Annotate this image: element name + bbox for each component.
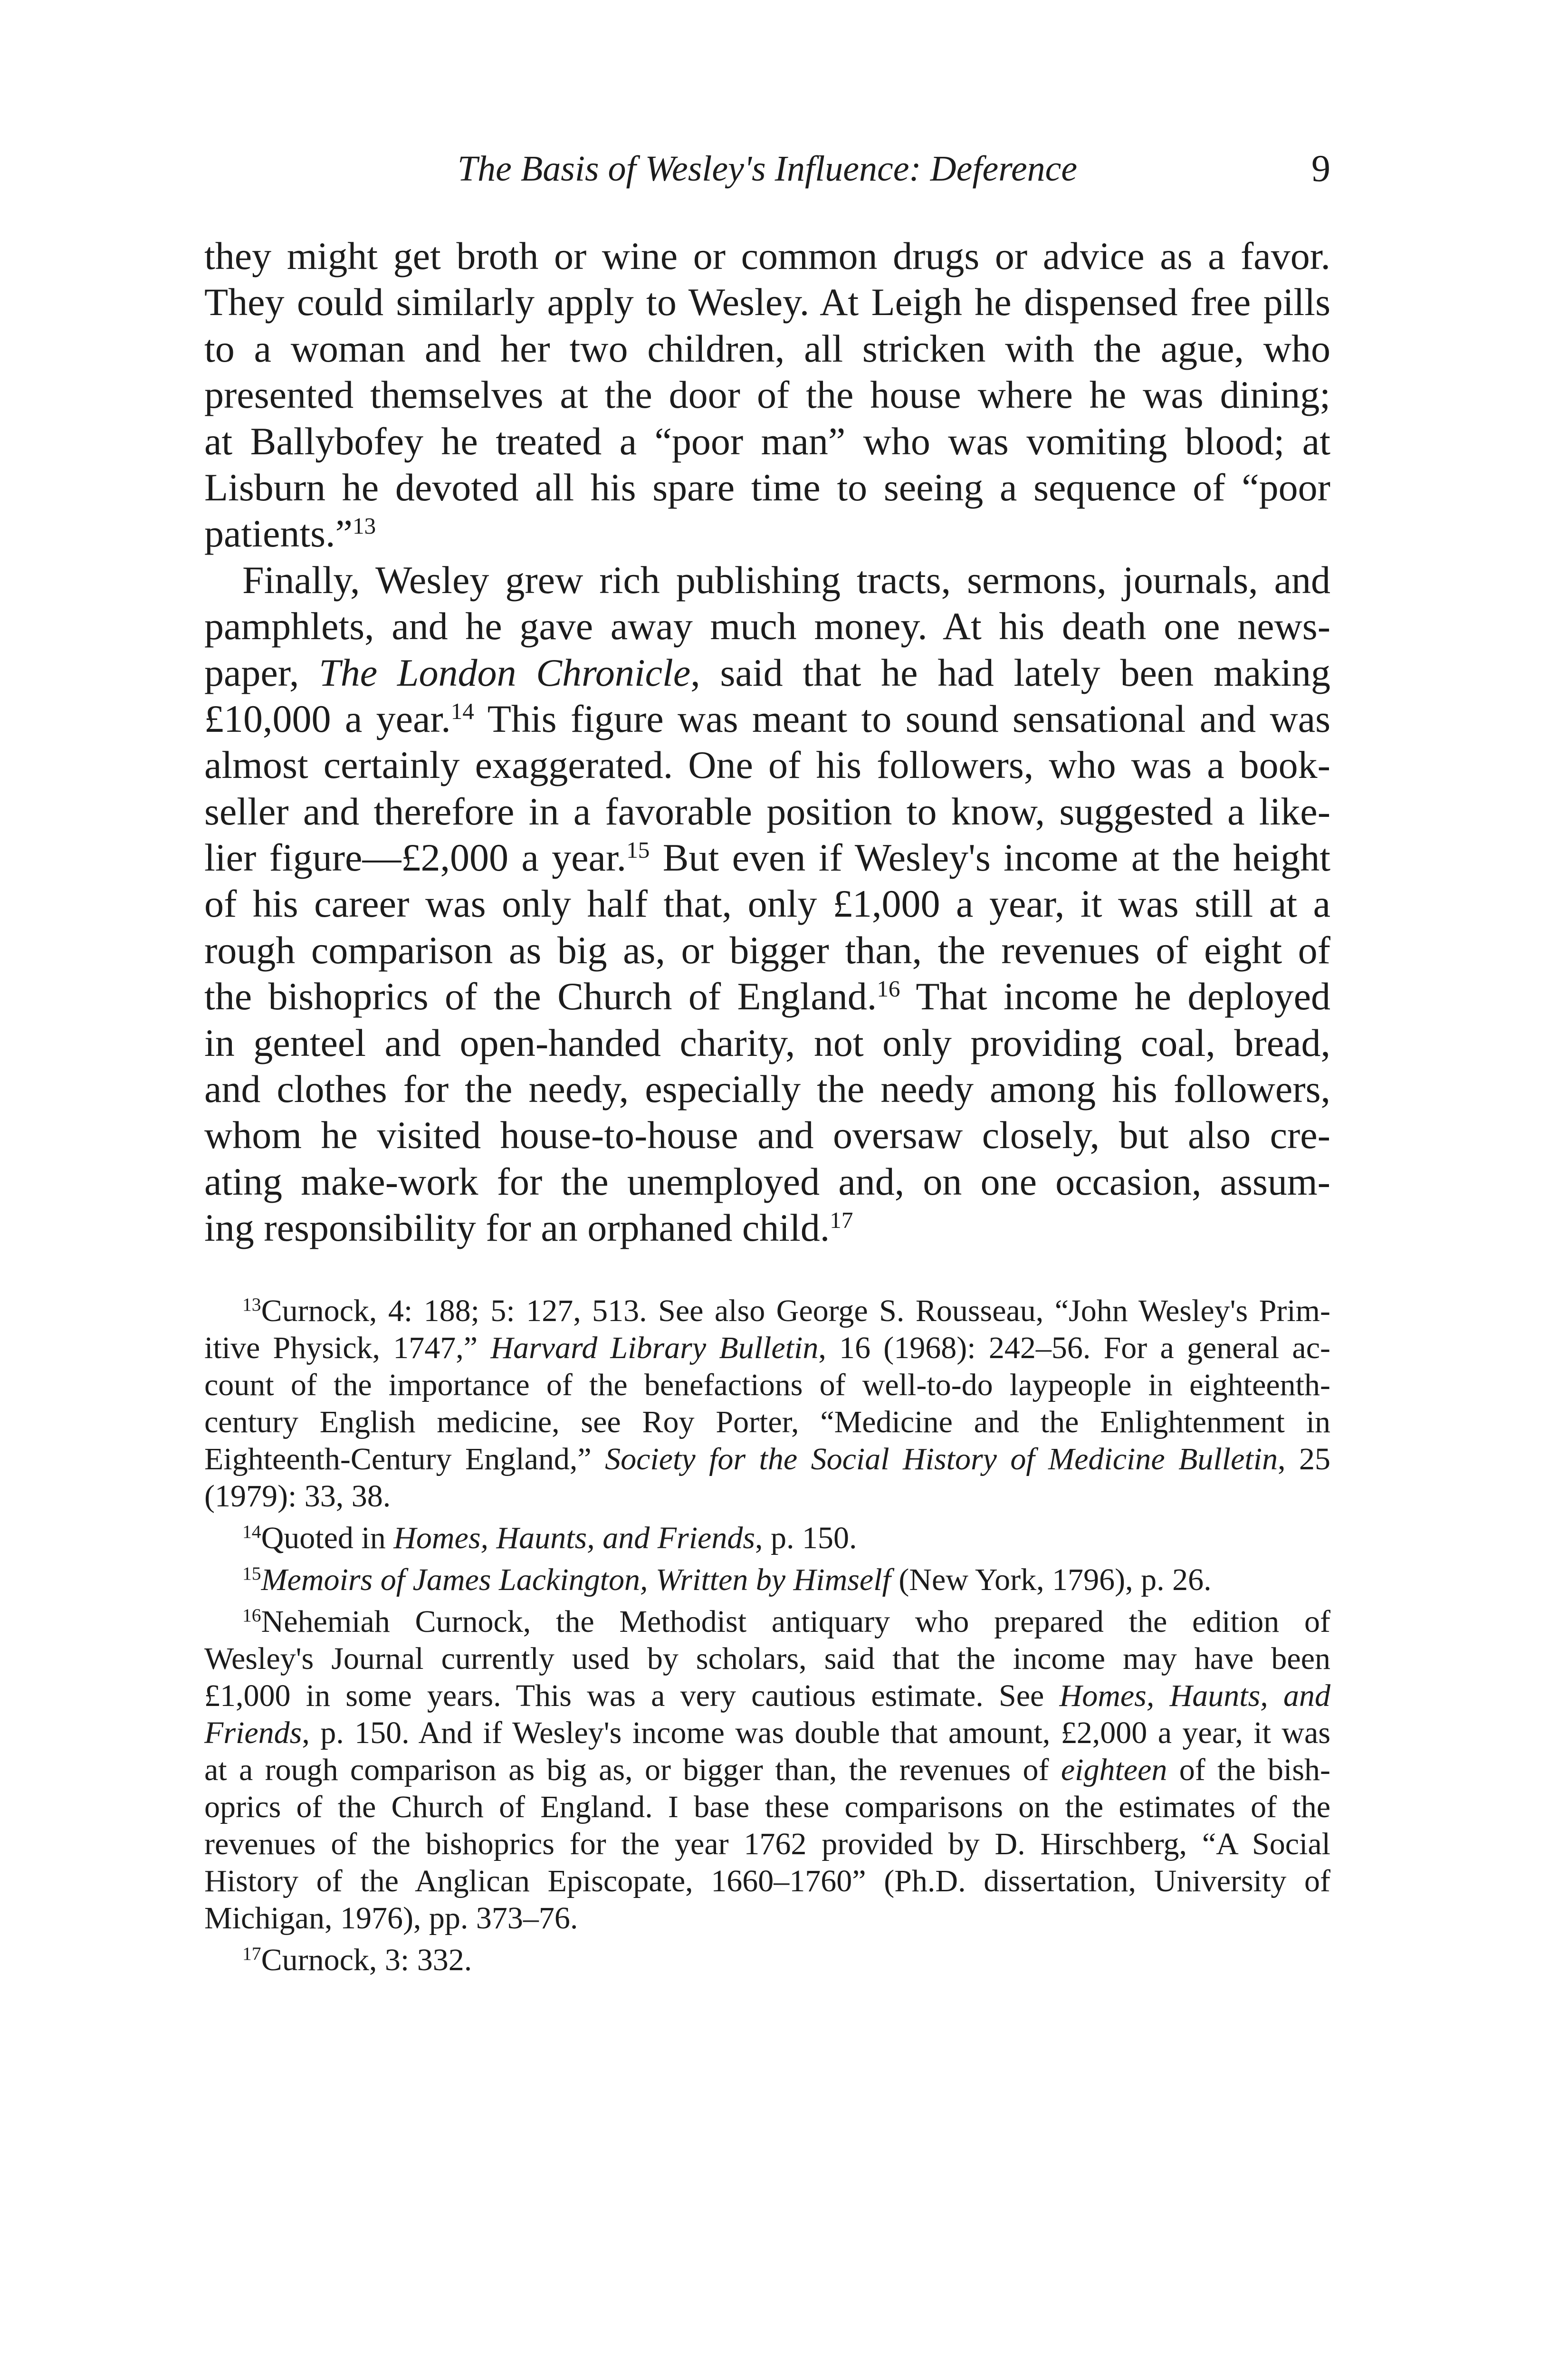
running-head-title: The Basis of Wesley's Influence: Deference <box>457 149 1078 189</box>
footnote-line: £1,000 in some years. This was a very cautious estimate. See Homes, Haunts, and <box>204 1678 1330 1713</box>
footnote-ref: 15 <box>626 837 650 863</box>
body-line: whom he visited house-to-house and oversaw closely, but also cre- <box>204 1113 1330 1157</box>
journal-title: Society for the Social History of Medicine Bulletin <box>605 1442 1278 1476</box>
newspaper-title: The London Chronicle <box>319 651 691 694</box>
footnote-ref: 17 <box>830 1207 853 1234</box>
footnote-line: oprics of the Church of England. I base these comparisons on the estimates of the <box>204 1790 1330 1824</box>
footnote-15: $^{15}$Memoirs of James Lackington, Written by Himself (New York, 1796), p. 26. <box>242 1562 1212 1597</box>
footnote-mark: 15 <box>242 1563 261 1584</box>
body-line: lier figure—£2,000 a year.$^{15}$ But even if Wesley's income at the height <box>204 836 1330 880</box>
page-number: 9 <box>1311 148 1330 190</box>
paragraph-start: Finally, Wesley grew rich publishing tracts, sermons, journals, and <box>242 558 1330 602</box>
footnote-mark: 16 <box>242 1605 261 1626</box>
footnote-14: $^{14}$Quoted in Homes, Haunts, and Friends, p. 150. <box>242 1521 857 1555</box>
body-line: Lisburn he devoted all his spare time to seeing a sequence of “poor <box>204 465 1330 509</box>
body-line: ing responsibility for an orphaned child.$^{17}$ <box>204 1206 853 1250</box>
book-title: Memoirs of James Lackington, Written by Himself <box>261 1562 891 1597</box>
book-title: Homes, Haunts, and <box>1059 1678 1330 1713</box>
footnote-line: itive Physick, 1747,” Harvard Library Bulletin, 16 (1968): 242–56. For a general ac- <box>204 1331 1331 1365</box>
body-line: pamphlets, and he gave away much money. At his death one news- <box>204 604 1330 648</box>
footnote-line: count of the importance of the benefactions of well-to-do laypeople in eighteenth- <box>204 1368 1330 1402</box>
footnote-mark: 17 <box>242 1943 261 1964</box>
footnote-mark: 14 <box>242 1521 261 1542</box>
body-line: seller and therefore in a favorable position to know, suggested a like- <box>204 789 1330 833</box>
body-line: ating make-work for the unemployed and, on one occasion, assum- <box>204 1159 1330 1203</box>
footnote-ref: 14 <box>450 698 474 724</box>
footnote-line: at a rough comparison as big as, or bigger than, the revenues of eighteen of the bish- <box>204 1753 1331 1787</box>
body-line: rough comparison as big as, or bigger than, the revenues of eight of <box>204 928 1330 972</box>
body-line: the bishoprics of the Church of England.$^{16}$ That income he deployed <box>204 975 1330 1018</box>
book-title: Homes, Haunts, and Friends <box>393 1521 755 1555</box>
body-line: paper, The London Chronicle, said that he had lately been making <box>204 651 1330 694</box>
footnotes <box>204 1293 1330 1979</box>
body-line: presented themselves at the door of the house where he was dining; <box>204 373 1330 417</box>
footnote-line: century English medicine, see Roy Porter, “Medicine and the Enlightenment in <box>204 1405 1330 1439</box>
footnote-line: revenues of the bishoprics for the year 1762 provided by D. Hirschberg, “A Social <box>204 1827 1330 1861</box>
footnote-16: $^{16}$Nehemiah Curnock, the Methodist antiquary who prepared the edition of <box>242 1604 1330 1639</box>
body-line: at Ballybofey he treated a “poor man” who was vomiting blood; at <box>204 419 1330 463</box>
footnote-line: Michigan, 1976), pp. 373–76. <box>204 1901 578 1935</box>
emphasis: eighteen <box>1061 1753 1167 1787</box>
journal-title: Harvard Library Bulletin <box>490 1331 819 1365</box>
body-line: they might get broth or wine or common drugs or advice as a favor. <box>204 234 1330 278</box>
body-line: almost certainly exaggerated. One of his followers, who was a book- <box>204 743 1330 787</box>
footnote-ref: 16 <box>877 976 900 1002</box>
running-head <box>204 145 1330 197</box>
footnote-17: $^{17}$Curnock, 3: 332. <box>242 1943 472 1977</box>
body-line: and clothes for the needy, especially the needy among his followers, <box>204 1067 1330 1111</box>
footnote-13: $^{13}$Curnock, 4: 188; 5: 127, 513. See also George S. Rousseau, “John Wesley's Prim- <box>242 1293 1330 1328</box>
body-line: patients.”$^{13}$ <box>204 512 376 556</box>
body-line: in genteel and open-handed charity, not only providing coal, bread, <box>204 1021 1330 1064</box>
body-line: of his career was only half that, only £1,000 a year, it was still at a <box>204 882 1330 926</box>
footnote-mark: 13 <box>242 1294 261 1315</box>
footnote-line: Wesley's Journal currently used by scholars, said that the income may have been <box>204 1641 1330 1676</box>
footnote-line: (1979): 33, 38. <box>204 1479 391 1514</box>
body-text <box>204 233 1330 1251</box>
footnote-line: Eighteenth-Century England,” Society for the Social History of Medicine Bulletin, 25 <box>204 1442 1330 1476</box>
body-line: to a woman and her two children, all stricken with the ague, who <box>204 326 1330 370</box>
body-line: £10,000 a year.$^{14}$ This figure was meant to sound sensational and was <box>204 697 1330 740</box>
footnote-line: History of the Anglican Episcopate, 1660–1760” (Ph.D. dissertation, University of <box>204 1864 1330 1898</box>
footnote-ref: 13 <box>352 513 376 539</box>
book-title: Friends <box>204 1715 302 1750</box>
footnote-line: Friends, p. 150. And if Wesley's income was double that amount, £2,000 a year, it was <box>204 1715 1330 1750</box>
body-line: They could similarly apply to Wesley. At Leigh he dispensed free pills <box>204 280 1330 324</box>
